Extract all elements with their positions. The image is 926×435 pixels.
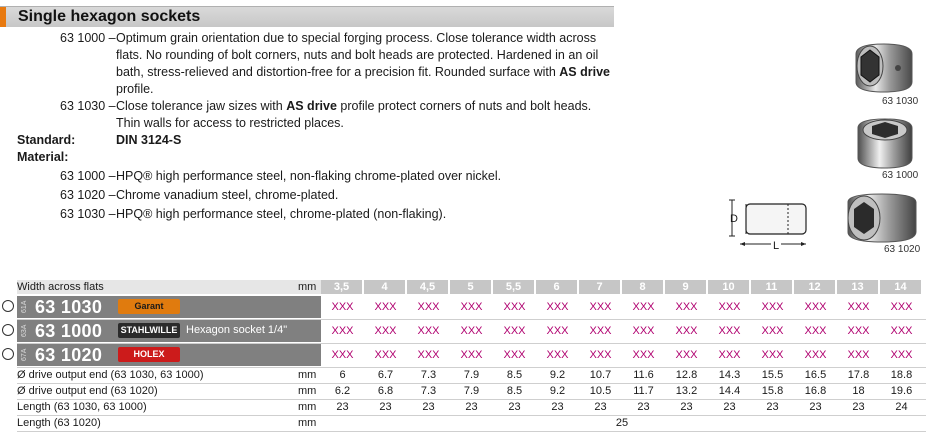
product-row <box>0 320 926 342</box>
spec-unit: mm <box>298 401 317 413</box>
availability-cell[interactable]: XXX <box>804 349 827 361</box>
material-code-3: 63 1030 – <box>60 207 116 221</box>
availability-cell[interactable]: XXX <box>589 325 612 337</box>
size-header-cell: 6 <box>536 280 578 294</box>
spec-value: 24 <box>895 401 908 413</box>
spec-value: 23 <box>852 401 865 413</box>
desc-text-2 <box>116 98 611 132</box>
caption-631000: 63 1000 <box>882 170 919 181</box>
socket-image-631000 <box>852 116 918 175</box>
availability-cell[interactable]: XXX <box>589 349 612 361</box>
availability-cell[interactable]: XXX <box>546 301 569 313</box>
availability-cell[interactable]: XXX <box>718 325 741 337</box>
availability-cell[interactable]: XXX <box>675 349 698 361</box>
availability-cell[interactable]: XXX <box>503 301 526 313</box>
spec-value: 23 <box>551 401 564 413</box>
spec-row <box>0 384 926 400</box>
spec-value: 19.6 <box>890 385 913 397</box>
spec-value: 23 <box>379 401 392 413</box>
availability-cell[interactable]: XXX <box>589 301 612 313</box>
availability-cell[interactable]: XXX <box>374 325 397 337</box>
article-number[interactable]: 63 1030 <box>35 297 103 317</box>
availability-cell[interactable]: XXX <box>847 301 870 313</box>
availability-cell[interactable]: XXX <box>374 349 397 361</box>
availability-cell[interactable]: XXX <box>718 301 741 313</box>
size-header-cell: 9 <box>665 280 707 294</box>
desc-text-1 <box>116 30 611 98</box>
standard-value: DIN 3124-S <box>116 133 182 147</box>
spec-value: 15.5 <box>761 369 784 381</box>
brand-logo: Garant <box>118 299 180 314</box>
availability-cell[interactable]: XXX <box>331 325 354 337</box>
desc-text-2-before: Close tolerance jaw sizes with <box>116 99 287 113</box>
spec-value: 23 <box>809 401 822 413</box>
spec-label: Ø drive output end (63 1030, 63 1000) <box>17 369 204 381</box>
availability-cell[interactable]: XXX <box>546 349 569 361</box>
availability-cell[interactable]: XXX <box>804 325 827 337</box>
size-header-cell: 12 <box>794 280 836 294</box>
availability-cell[interactable]: XXX <box>890 325 913 337</box>
product-description: Hexagon socket 1/4" <box>186 324 288 336</box>
size-header-cell: 10 <box>708 280 750 294</box>
header-unit: mm <box>298 281 317 293</box>
availability-cell[interactable]: XXX <box>374 301 397 313</box>
availability-cell[interactable]: XXX <box>331 349 354 361</box>
spec-value: 8.5 <box>506 385 523 397</box>
spec-value: 23 <box>723 401 736 413</box>
spec-value: 14.3 <box>718 369 741 381</box>
spec-value: 14.4 <box>718 385 741 397</box>
spec-unit: mm <box>298 417 317 429</box>
material-code-1: 63 1000 – <box>60 169 116 183</box>
spec-value: 6.7 <box>377 369 394 381</box>
spec-value: 11.7 <box>633 385 654 397</box>
socket-image-631020 <box>838 192 922 249</box>
size-header-cell: 5,5 <box>493 280 535 294</box>
size-header-cell: 14 <box>880 280 922 294</box>
size-header-cell: 4 <box>364 280 406 294</box>
spec-value: 11.6 <box>633 369 654 381</box>
availability-cell[interactable]: XXX <box>503 349 526 361</box>
spec-value: 8.5 <box>506 369 523 381</box>
desc-text-2-bold: AS drive <box>286 99 337 113</box>
availability-cell[interactable]: XXX <box>417 349 440 361</box>
product-row <box>0 344 926 366</box>
size-header-cell: 5 <box>450 280 492 294</box>
desc-text-1-before: Optimum grain orientation due to special forging process. Close tolerance width across flats. No rounding of bolt corners, nuts and bolt heads are protected. Hardened in an oil bath, stress-relieved and distortion-free for a precision fit. Rounded surface with <box>116 31 599 79</box>
spec-value: 6.8 <box>377 385 394 397</box>
spec-value: 6.2 <box>334 385 351 397</box>
spec-label: Length (63 1020) <box>17 417 101 429</box>
availability-cell[interactable]: XXX <box>890 301 913 313</box>
spec-unit: mm <box>298 385 317 397</box>
spec-value: 7.3 <box>420 385 437 397</box>
section-title-bar <box>0 6 614 27</box>
select-radio[interactable] <box>2 348 14 360</box>
spec-value: 23 <box>465 401 478 413</box>
size-header-cell: 11 <box>751 280 793 294</box>
product-row <box>0 296 926 318</box>
standard-label: Standard: <box>17 133 76 147</box>
spec-row <box>0 416 926 432</box>
availability-cell[interactable]: XXX <box>675 301 698 313</box>
caption-631030: 63 1030 <box>882 96 919 107</box>
select-radio[interactable] <box>2 300 14 312</box>
spec-value: 9.2 <box>549 385 566 397</box>
spec-value: 23 <box>336 401 349 413</box>
size-header-cell: 8 <box>622 280 664 294</box>
availability-cell[interactable]: XXX <box>632 301 655 313</box>
availability-cell[interactable]: XXX <box>417 325 440 337</box>
spec-unit: mm <box>298 369 317 381</box>
row-divider <box>17 431 926 432</box>
catalog-tag: 67A <box>21 348 28 362</box>
spec-value: 7.9 <box>463 385 480 397</box>
spec-value: 6 <box>339 369 346 381</box>
material-code-2: 63 1020 – <box>60 188 116 202</box>
article-number[interactable]: 63 1020 <box>35 345 103 365</box>
section-title: Single hexagon sockets <box>18 8 201 25</box>
spec-value: 10.7 <box>589 369 612 381</box>
size-header-cell: 4,5 <box>407 280 449 294</box>
spec-label: Ø drive output end (63 1020) <box>17 385 158 397</box>
table-header-row <box>0 280 926 294</box>
spec-value-merged: 25 <box>615 417 629 429</box>
availability-cell[interactable]: XXX <box>847 325 870 337</box>
brand-logo: HOLEX <box>118 347 180 362</box>
availability-cell[interactable]: XXX <box>460 301 483 313</box>
size-header-cell: 13 <box>837 280 879 294</box>
dim-l-label: L <box>771 238 781 255</box>
spec-value: 15.8 <box>761 385 784 397</box>
material-label: Material: <box>17 150 69 164</box>
desc-code-2: 63 1030 – <box>60 99 116 113</box>
spec-value: 12.8 <box>675 369 698 381</box>
availability-cell[interactable]: XXX <box>847 349 870 361</box>
article-number[interactable]: 63 1000 <box>35 321 103 341</box>
availability-cell[interactable]: XXX <box>761 349 784 361</box>
spec-value: 16.5 <box>804 369 827 381</box>
spec-value: 23 <box>422 401 435 413</box>
spec-value: 10.5 <box>589 385 612 397</box>
availability-cell[interactable]: XXX <box>675 325 698 337</box>
size-header-cell: 3,5 <box>321 280 363 294</box>
spec-value: 16.8 <box>804 385 827 397</box>
catalog-tag: 63A <box>21 324 28 338</box>
availability-cell[interactable]: XXX <box>331 301 354 313</box>
availability-cell[interactable]: XXX <box>761 301 784 313</box>
spec-value: 18 <box>852 385 865 397</box>
availability-cell[interactable]: XXX <box>546 325 569 337</box>
size-header-cell: 7 <box>579 280 621 294</box>
title-accent <box>0 7 6 27</box>
availability-cell[interactable]: XXX <box>503 325 526 337</box>
availability-cell[interactable]: XXX <box>417 301 440 313</box>
header-label: Width across flats <box>17 281 104 293</box>
select-radio[interactable] <box>2 324 14 336</box>
spec-value: 23 <box>594 401 607 413</box>
socket-image-631030 <box>848 40 920 99</box>
spec-value: 9.2 <box>549 369 566 381</box>
availability-cell[interactable]: XXX <box>460 325 483 337</box>
spec-value: 17.8 <box>847 369 870 381</box>
spec-value: 23 <box>680 401 693 413</box>
availability-cell[interactable]: XXX <box>890 349 913 361</box>
caption-631020: 63 1020 <box>884 244 921 255</box>
availability-cell[interactable]: XXX <box>632 325 655 337</box>
catalog-tag: 61A <box>21 300 28 314</box>
spec-value: 18.8 <box>890 369 913 381</box>
availability-cell[interactable]: XXX <box>460 349 483 361</box>
spec-value: 13.2 <box>675 385 698 397</box>
dim-d-label: D <box>730 213 738 225</box>
spec-label: Length (63 1030, 63 1000) <box>17 401 147 413</box>
spec-value: 7.9 <box>463 369 480 381</box>
spec-value: 23 <box>508 401 521 413</box>
spec-row <box>0 368 926 384</box>
material-text-2: Chrome vanadium steel, chrome-plated. <box>116 188 339 202</box>
material-text-1: HPQ® high performance steel, non-flaking chrome-plated over nickel. <box>116 169 502 183</box>
desc-code-1: 63 1000 – <box>60 31 116 45</box>
desc-text-1-bold: AS drive <box>559 65 610 79</box>
brand-logo: STAHLWILLE <box>118 323 180 338</box>
spec-value: 23 <box>637 401 650 413</box>
spec-value: 7.3 <box>420 369 437 381</box>
availability-cell[interactable]: XXX <box>632 349 655 361</box>
material-text-3: HPQ® high performance steel, chrome-plated (non-flaking). <box>116 207 447 221</box>
spec-value: 23 <box>766 401 779 413</box>
desc-text-2-after: profile protect corners of nuts and bolt heads. Thin walls for access to restricted places. <box>116 99 592 130</box>
desc-text-1-after: profile. <box>116 82 154 96</box>
availability-cell[interactable]: XXX <box>718 349 741 361</box>
availability-cell[interactable]: XXX <box>804 301 827 313</box>
availability-cell[interactable]: XXX <box>761 325 784 337</box>
spec-row <box>0 400 926 416</box>
